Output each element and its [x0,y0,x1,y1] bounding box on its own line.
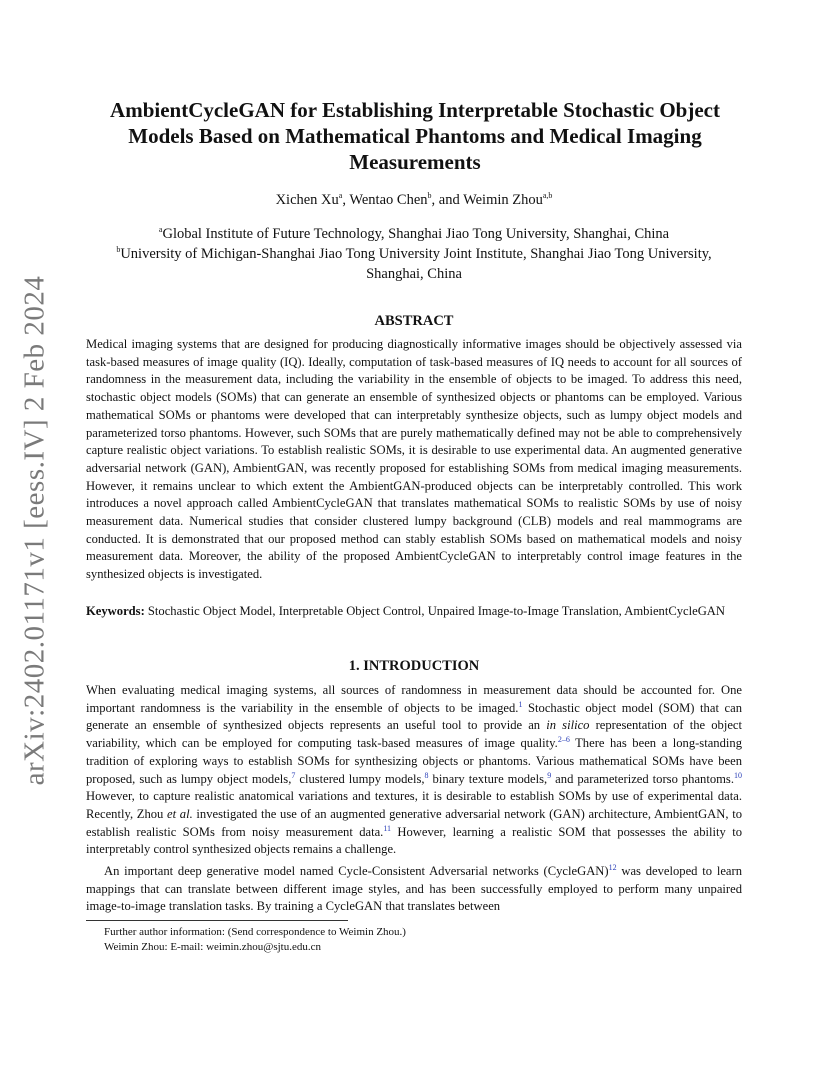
author-affiliation-marker: a [338,191,343,201]
text-run: However, learning a realistic SOM that possesses the ability to interpretably control synthesized objects remains a challenge. [86,824,742,857]
introduction-heading: 1. INTRODUCTION [348,658,480,674]
abstract-body: Medical imaging systems that are designed for producing diagnostically informative images should be objectively assessed via task-based measures of image quality (IQ). Ideally, computation of task-based measures of IQ needs to account for all sources of randomness in the measurement data, including the variability in the ensemble of objects to be imaged. To address this need, stochastic object models (SOMs) that can generate an ensemble of synthesized objects or phantoms can be employed. Various mathematical SOMs or phantoms were developed that can interpretably synthesize objects, such as lumpy object models and parameterized torso phantoms. However, such SOMs that are purely mathematically defined may not be able to comprehensively capture realistic object variations. To establish realistic SOMs, it is desirable to use experimental data. An augmented generative adversarial network (GAN), AmbientGAN, was recently proposed for establishing SOMs from medical imaging measurements. However, it remains unclear to which extent the AmbientGAN-produced objects can be interpretably controlled. This work introduces a novel approach called AmbientCycleGAN that translates mathematical SOMs to realistic SOMs by use of noisy measurement data. Numerical studies that consider clustered lumpy background (CLB) models and real mammograms are conducted. It is demonstrated that our proposed method can stably establish SOMs based on mathematical models and noisy measurement data. Moreover, the ability of the proposed AmbientCycleGAN to interpretably control image features in the synthesized objects is investigated. [86,337,742,582]
citation-link[interactable]: 9 [547,770,552,780]
author-separator: , and [431,192,464,208]
text-run: representation of the object variability, which can be employed for computing task-based measures of image quality. [86,718,742,751]
keywords-text: Stochastic Object Model, Interpretable Object Control, Unpaired Image-to-Image Translation, AmbientCycleGAN [147,604,725,618]
arxiv-identifier: arXiv:2402.01171v1 [eess.IV] 2 Feb 2024 [18,275,51,785]
arxiv-sidebar [5,270,65,790]
citation-link[interactable]: 11 [383,823,392,833]
text-run: binary texture models, [428,771,548,786]
affiliation-text: University of Michigan-Shanghai Jiao Tong University Joint Institute, Shanghai Jiao Tong University, Shanghai, China [120,246,712,282]
author-name: Xichen Xu [275,192,339,208]
footnote-divider [86,920,348,921]
footnote-correspondence: Further author information: (Send correspondence to Weimin Zhou.) [104,926,406,938]
citation-link[interactable]: 7 [291,770,296,780]
text-run: Stochastic object model (SOM) that can generate an ensemble of synthesized objects represents an useful tool to provide an [86,700,742,733]
text-run: clustered lumpy models, [295,771,425,786]
introduction-paragraph-1 [86,682,742,859]
text-run: However, to capture realistic anatomical variations and textures, it is desirable to establish SOMs by use of experimental data. Recently, Zhou [86,789,742,821]
author-list [86,192,742,209]
citation-link[interactable]: 1 [518,699,523,709]
affiliation-marker: a [158,225,163,235]
citation-link[interactable]: 12 [608,862,617,872]
text-run: An important deep generative model named Cycle-Consistent Adversarial networks (CycleGAN) [104,864,609,878]
footnote-email: Weimin Zhou: E-mail: weimin.zhou@sjtu.edu.cn [104,941,321,953]
italic-text: et al. [167,806,193,821]
author-name: Wentao Chen [349,192,428,208]
affiliation-text: Global Institute of Future Technology, Shanghai Jiao Tong University, Shanghai, China [162,226,670,242]
text-run: When evaluating medical imaging systems, all sources of randomness in measurement data should be accounted for. One important randomness is the variability in the ensemble of objects to be imaged. [86,683,742,715]
text-run: was developed to learn mappings that can translate between different image styles, and has been successfully employed to perform many unpaired image-to-image translation tasks. By training a CycleGAN that translates between [86,864,742,914]
text-run: investigated the use of an augmented generative adversarial network (GAN) architecture, AmbientGAN, to establish realistic SOMs from noisy measurement data. [86,806,742,839]
citation-link[interactable]: 10 [733,770,742,780]
text-run: and parameterized torso phantoms. [551,771,734,786]
author-affiliation-marker: b [427,191,432,201]
affiliation-item [86,244,742,284]
text-run: There has been a long-standing tradition of exploring ways to establish SOMs for synthesizing objects or phantoms. Various mathematical SOMs have been proposed, such as lumpy object models, [86,736,742,786]
introduction-paragraph-2 [86,863,742,916]
author-name: Weimin Zhou [463,192,543,208]
author-separator: , [342,192,350,208]
affiliation-item [86,224,742,244]
citation-link[interactable]: 8 [424,770,429,780]
italic-text: in silico [546,718,590,733]
keywords [86,603,742,621]
author-affiliation-marker: a,b [542,191,553,201]
affiliation-marker: b [116,245,121,255]
paper-title: AmbientCycleGAN for Establishing Interpretable Stochastic Object Models Based on Mathematical Phantoms and Medical Imaging Measurements [110,98,720,174]
citation-link[interactable]: 2–6 [557,734,570,744]
keywords-label: Keywords: [86,604,145,618]
affiliation-list [86,224,742,284]
abstract-heading: ABSTRACT [374,313,454,329]
